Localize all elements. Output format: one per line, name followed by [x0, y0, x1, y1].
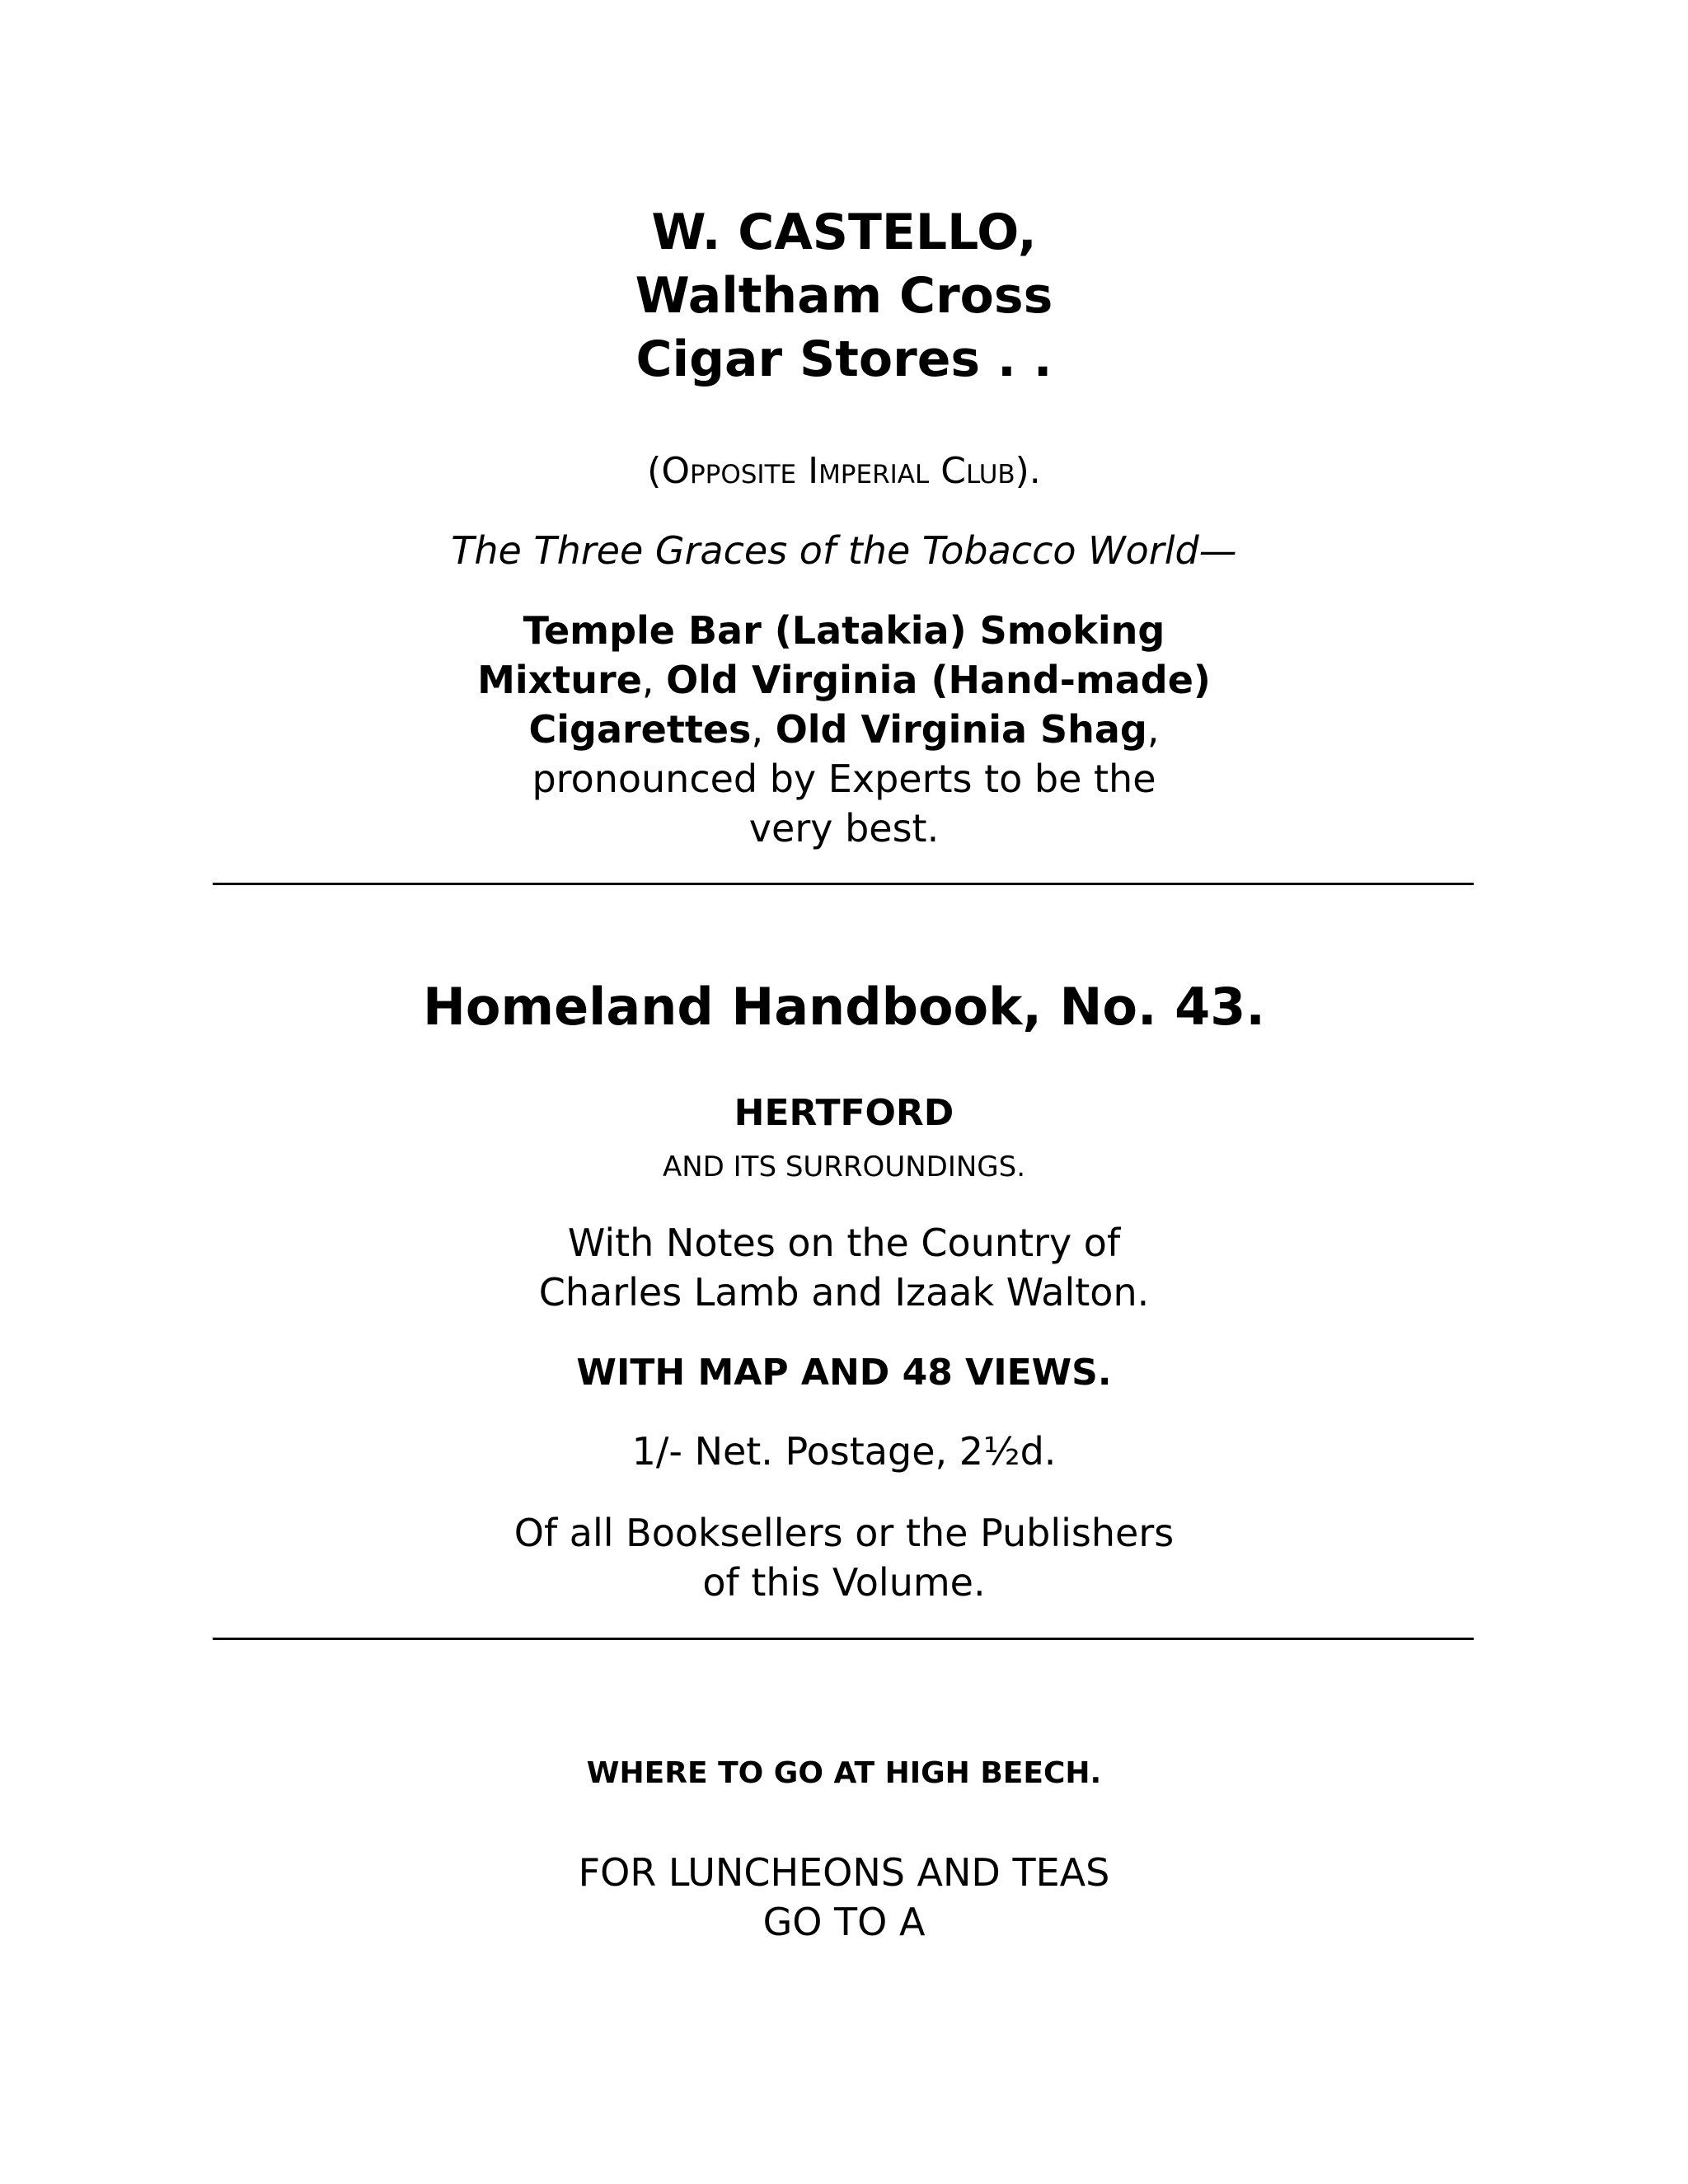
handbook-map: WITH MAP AND 48 VIEWS.	[576, 1352, 1112, 1394]
product-temple-bar: Temple Bar (Latakia) Smoking	[523, 608, 1165, 653]
beech-luncheons	[0, 1848, 1688, 1947]
castello-opposite: (Opposite Imperial Club).	[647, 450, 1041, 492]
handbook-sellers	[0, 1508, 1688, 1607]
handbook-price: 1/- Net. Postage, 2½d.	[631, 1429, 1057, 1474]
castello-name: W. CASTELLO,	[651, 204, 1037, 261]
castello-graces: The Three Graces of the Tobacco World—	[451, 528, 1237, 573]
handbook-title: Homeland Handbook, No. 43.	[423, 977, 1265, 1037]
divider-rule-1	[213, 883, 1474, 885]
product-cigarettes: Cigarettes	[528, 707, 752, 752]
product-mixture: Mixture	[477, 658, 642, 702]
products-line-2	[0, 655, 1688, 705]
products-line-1	[0, 606, 1688, 655]
handbook-surroundings: AND ITS SURROUNDINGS.	[662, 1151, 1026, 1183]
product-old-virginia-cigarettes: Old Virginia (Hand-made)	[666, 658, 1211, 702]
product-old-virginia-shag: Old Virginia Shag	[775, 707, 1147, 752]
product-separator-2: ,	[751, 707, 776, 752]
castello-location: Waltham Cross	[635, 267, 1053, 325]
handbook-place: HERTFORD	[734, 1092, 954, 1134]
advert-castello-heading	[0, 201, 1688, 391]
products-line-3	[0, 705, 1688, 754]
castello-store: Cigar Stores . .	[635, 330, 1053, 388]
product-separator-3: ,	[1146, 707, 1160, 752]
product-separator-1: ,	[641, 658, 667, 702]
handbook-notes	[0, 1218, 1688, 1317]
sellers-line-2: of this Volume.	[702, 1560, 986, 1605]
products-pronounced: pronounced by Experts to be the	[532, 757, 1156, 801]
beech-line-2: GO TO A	[762, 1900, 926, 1944]
sellers-line-1: Of all Booksellers or the Publishers	[513, 1511, 1175, 1555]
castello-products	[0, 606, 1688, 853]
notes-line-1: With Notes on the Country of	[567, 1221, 1121, 1265]
products-best: very best.	[748, 806, 940, 851]
beech-heading: WHERE TO GO AT HIGH BEECH.	[586, 1756, 1102, 1790]
divider-rule-2	[213, 1638, 1474, 1640]
beech-line-1: FOR LUNCHEONS AND TEAS	[578, 1850, 1110, 1895]
notes-line-2: Charles Lamb and Izaak Walton.	[538, 1270, 1150, 1315]
